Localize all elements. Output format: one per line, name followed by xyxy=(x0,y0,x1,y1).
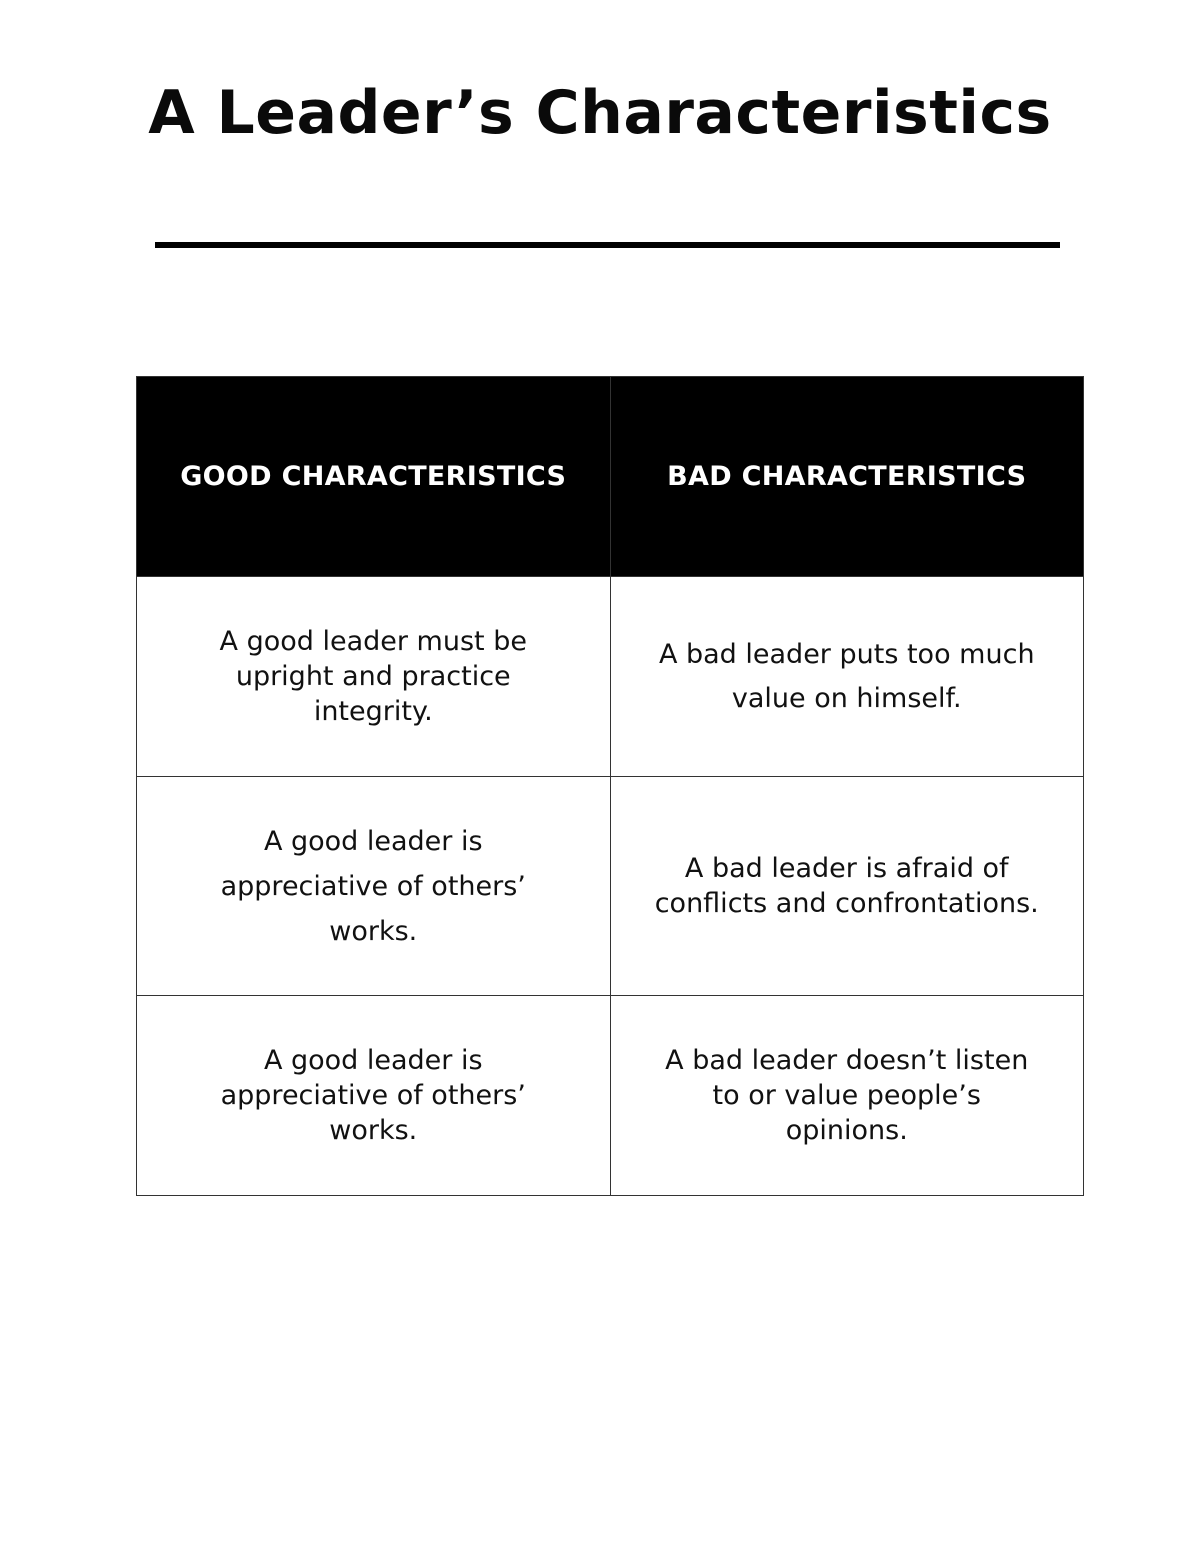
good-characteristic-cell: A good leader is appreciative of others’ works. xyxy=(137,777,611,996)
bad-characteristic-cell: A bad leader is afraid of conflicts and confrontations. xyxy=(610,777,1084,996)
characteristics-table xyxy=(136,376,1084,1196)
table-row xyxy=(137,996,1084,1196)
bad-characteristic-cell: A bad leader puts too much value on himself. xyxy=(610,577,1084,777)
table-row xyxy=(137,577,1084,777)
good-characteristics-header: GOOD CHARACTERISTICS xyxy=(137,377,611,577)
page-title: A Leader’s Characteristics xyxy=(148,78,1052,148)
bad-characteristics-header: BAD CHARACTERISTICS xyxy=(610,377,1084,577)
table-header-row xyxy=(137,377,1084,577)
good-characteristic-cell: A good leader must be upright and practice integrity. xyxy=(137,577,611,777)
title-divider xyxy=(155,242,1060,248)
good-characteristic-cell: A good leader is appreciative of others’ works. xyxy=(137,996,611,1196)
bad-characteristic-cell: A bad leader doesn’t listen to or value people’s opinions. xyxy=(610,996,1084,1196)
table-row xyxy=(137,777,1084,996)
